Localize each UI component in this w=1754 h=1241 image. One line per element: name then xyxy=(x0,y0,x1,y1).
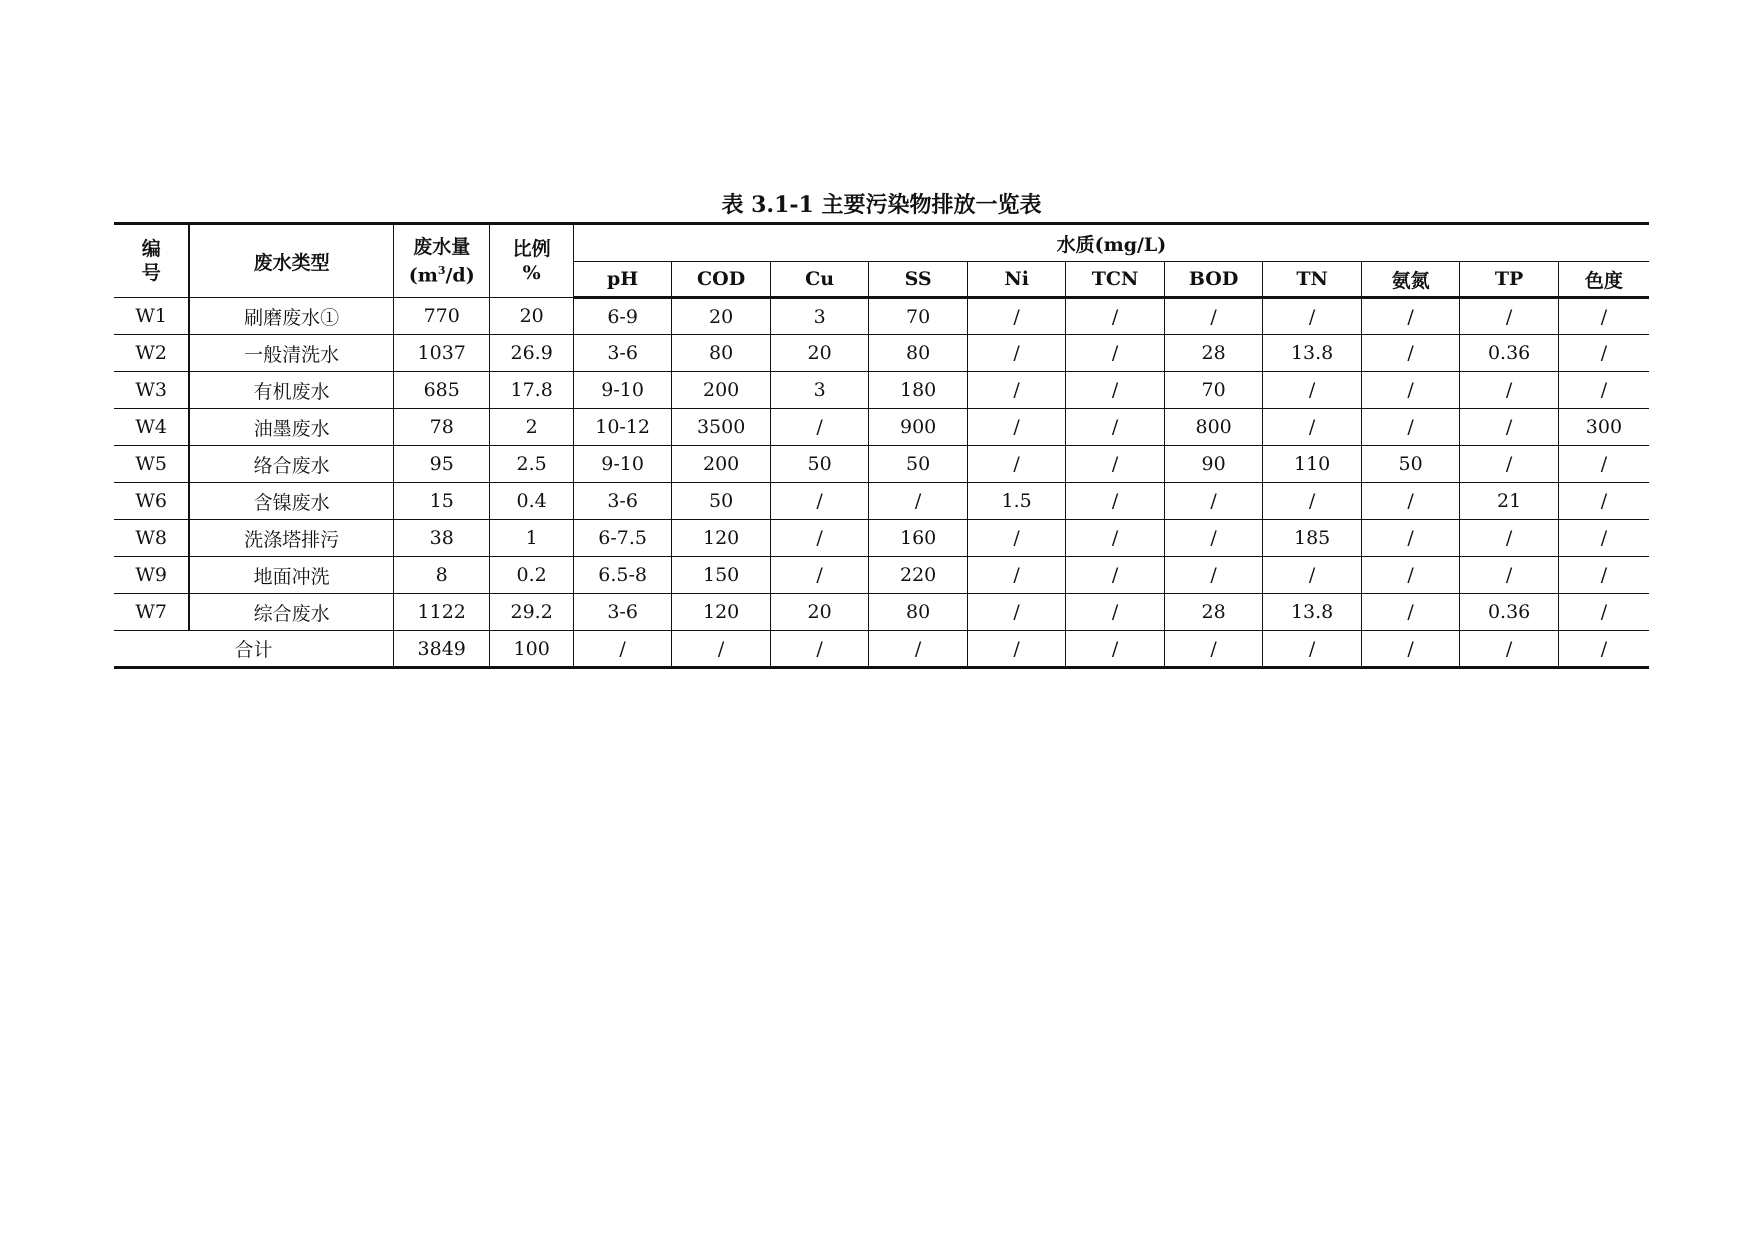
cell-value: / xyxy=(1164,557,1263,594)
cell-ratio: 2 xyxy=(490,409,573,446)
cell-value: / xyxy=(1066,409,1165,446)
cell-value: / xyxy=(1066,483,1165,520)
cell-value: 185 xyxy=(1263,520,1362,557)
cell-value: / xyxy=(1558,483,1649,520)
cell-value: 20 xyxy=(672,298,771,335)
header-volume xyxy=(393,224,490,298)
total-label: 合计 xyxy=(114,631,393,668)
cell-value: / xyxy=(967,409,1066,446)
cell-value: 0.36 xyxy=(1460,335,1559,372)
cell-value: / xyxy=(1263,483,1362,520)
total-value: / xyxy=(1164,631,1263,668)
cell-value: 800 xyxy=(1164,409,1263,446)
cell-wastewater-type: 一般清洗水 xyxy=(189,335,393,372)
total-value: / xyxy=(1263,631,1362,668)
cell-id: W7 xyxy=(114,594,189,631)
cell-wastewater-type: 综合废水 xyxy=(189,594,393,631)
cell-value: / xyxy=(1558,446,1649,483)
cell-volume: 15 xyxy=(393,483,490,520)
header-id xyxy=(114,224,189,298)
cell-value: / xyxy=(869,483,968,520)
cell-value: 120 xyxy=(672,594,771,631)
table-row xyxy=(114,409,1649,446)
cell-volume: 770 xyxy=(393,298,490,335)
cell-value: / xyxy=(967,446,1066,483)
header-row-1 xyxy=(114,224,1649,262)
cell-value: 10-12 xyxy=(573,409,672,446)
cell-wastewater-type: 刷磨废水① xyxy=(189,298,393,335)
header-param: 色度 xyxy=(1558,262,1649,298)
cell-id: W1 xyxy=(114,298,189,335)
cell-id: W6 xyxy=(114,483,189,520)
cell-value: 6-9 xyxy=(573,298,672,335)
cell-value: 21 xyxy=(1460,483,1559,520)
cell-value: 200 xyxy=(672,446,771,483)
cell-value: / xyxy=(1558,335,1649,372)
cell-value: / xyxy=(1460,446,1559,483)
cell-value: / xyxy=(1066,298,1165,335)
cell-value: 20 xyxy=(770,335,869,372)
table-body xyxy=(114,298,1649,668)
cell-value: / xyxy=(1066,446,1165,483)
header-id-line2: 号 xyxy=(141,262,161,284)
cell-value: / xyxy=(1558,520,1649,557)
cell-value: / xyxy=(770,520,869,557)
cell-id: W3 xyxy=(114,372,189,409)
cell-value: 80 xyxy=(869,335,968,372)
total-value: / xyxy=(1361,631,1460,668)
header-param: BOD xyxy=(1164,262,1263,298)
table-row xyxy=(114,446,1649,483)
cell-value: 20 xyxy=(770,594,869,631)
cell-value: / xyxy=(1361,335,1460,372)
total-ratio: 100 xyxy=(490,631,573,668)
cell-value: / xyxy=(967,335,1066,372)
cell-value: / xyxy=(967,594,1066,631)
cell-value: / xyxy=(1066,594,1165,631)
cell-id: W8 xyxy=(114,520,189,557)
cell-value: / xyxy=(1558,372,1649,409)
pollutant-emission-table xyxy=(114,222,1649,669)
cell-value: / xyxy=(1164,298,1263,335)
cell-value: / xyxy=(1460,372,1559,409)
cell-value: / xyxy=(967,557,1066,594)
cell-value: / xyxy=(1066,372,1165,409)
table-row xyxy=(114,483,1649,520)
cell-value: 70 xyxy=(1164,372,1263,409)
cell-value: 80 xyxy=(869,594,968,631)
total-value: / xyxy=(770,631,869,668)
cell-volume: 685 xyxy=(393,372,490,409)
cell-value: / xyxy=(1066,520,1165,557)
cell-value: / xyxy=(1460,409,1559,446)
cell-value: 3 xyxy=(770,298,869,335)
cell-value: / xyxy=(1263,557,1362,594)
header-ratio xyxy=(490,224,573,298)
cell-value: 50 xyxy=(770,446,869,483)
header-wastewater-type: 废水类型 xyxy=(189,224,393,298)
total-value: / xyxy=(672,631,771,668)
total-row xyxy=(114,631,1649,668)
cell-value: 13.8 xyxy=(1263,594,1362,631)
cell-value: / xyxy=(1164,520,1263,557)
cell-value: 120 xyxy=(672,520,771,557)
cell-volume: 38 xyxy=(393,520,490,557)
header-param: TP xyxy=(1460,262,1559,298)
cell-value: 50 xyxy=(672,483,771,520)
header-param: TCN xyxy=(1066,262,1165,298)
cell-value: 50 xyxy=(869,446,968,483)
total-value: / xyxy=(967,631,1066,668)
cell-value: / xyxy=(1361,520,1460,557)
cell-value: 3500 xyxy=(672,409,771,446)
total-volume: 3849 xyxy=(393,631,490,668)
table-row xyxy=(114,520,1649,557)
cell-value: 220 xyxy=(869,557,968,594)
cell-id: W2 xyxy=(114,335,189,372)
cell-ratio: 26.9 xyxy=(490,335,573,372)
cell-wastewater-type: 地面冲洗 xyxy=(189,557,393,594)
cell-ratio: 17.8 xyxy=(490,372,573,409)
cell-value: 28 xyxy=(1164,335,1263,372)
cell-value: 90 xyxy=(1164,446,1263,483)
cell-value: 3-6 xyxy=(573,594,672,631)
cell-value: 160 xyxy=(869,520,968,557)
cell-value: / xyxy=(1361,372,1460,409)
cell-value: / xyxy=(967,298,1066,335)
cell-ratio: 1 xyxy=(490,520,573,557)
cell-ratio: 29.2 xyxy=(490,594,573,631)
cell-value: 0.36 xyxy=(1460,594,1559,631)
cell-value: 6.5-8 xyxy=(573,557,672,594)
cell-value: / xyxy=(1361,594,1460,631)
table-row xyxy=(114,372,1649,409)
cell-value: 13.8 xyxy=(1263,335,1362,372)
cell-wastewater-type: 油墨废水 xyxy=(189,409,393,446)
cell-value: / xyxy=(967,520,1066,557)
header-volume-unit: $(m^3/d)$ xyxy=(408,263,475,287)
cell-value: / xyxy=(1558,594,1649,631)
cell-value: 900 xyxy=(869,409,968,446)
header-param: Cu xyxy=(770,262,869,298)
header-param: pH xyxy=(573,262,672,298)
cell-value: / xyxy=(1460,298,1559,335)
cell-value: 80 xyxy=(672,335,771,372)
cell-value: 300 xyxy=(1558,409,1649,446)
header-param: COD xyxy=(672,262,771,298)
cell-value: 200 xyxy=(672,372,771,409)
cell-value: / xyxy=(1361,298,1460,335)
header-param: 氨氮 xyxy=(1361,262,1460,298)
total-value: / xyxy=(573,631,672,668)
cell-ratio: 2.5 xyxy=(490,446,573,483)
cell-value: / xyxy=(1460,557,1559,594)
cell-value: 70 xyxy=(869,298,968,335)
cell-value: 28 xyxy=(1164,594,1263,631)
header-param: TN xyxy=(1263,262,1362,298)
cell-volume: 95 xyxy=(393,446,490,483)
cell-value: 3-6 xyxy=(573,335,672,372)
header-volume-line1: 废水量 xyxy=(413,235,471,258)
cell-value: 1.5 xyxy=(967,483,1066,520)
cell-volume: 8 xyxy=(393,557,490,594)
table-row xyxy=(114,594,1649,631)
cell-value: / xyxy=(1558,298,1649,335)
header-ratio-line1: 比例 xyxy=(512,238,551,260)
cell-value: 3-6 xyxy=(573,483,672,520)
cell-ratio: 20 xyxy=(490,298,573,335)
cell-value: 6-7.5 xyxy=(573,520,672,557)
total-value: / xyxy=(1460,631,1559,668)
cell-value: / xyxy=(1361,557,1460,594)
total-value: / xyxy=(869,631,968,668)
cell-value: 3 xyxy=(770,372,869,409)
cell-value: / xyxy=(967,372,1066,409)
cell-volume: 1037 xyxy=(393,335,490,372)
total-value: / xyxy=(1558,631,1649,668)
cell-value: / xyxy=(1361,483,1460,520)
cell-wastewater-type: 含镍废水 xyxy=(189,483,393,520)
cell-value: / xyxy=(770,483,869,520)
cell-wastewater-type: 有机废水 xyxy=(189,372,393,409)
cell-wastewater-type: 洗涤塔排污 xyxy=(189,520,393,557)
cell-volume: 78 xyxy=(393,409,490,446)
cell-value: 50 xyxy=(1361,446,1460,483)
cell-value: / xyxy=(770,409,869,446)
table-row xyxy=(114,298,1649,335)
cell-id: W5 xyxy=(114,446,189,483)
cell-value: 9-10 xyxy=(573,446,672,483)
cell-value: 150 xyxy=(672,557,771,594)
cell-value: / xyxy=(1164,483,1263,520)
cell-ratio: 0.4 xyxy=(490,483,573,520)
cell-id: W9 xyxy=(114,557,189,594)
cell-value: / xyxy=(1066,335,1165,372)
cell-value: 180 xyxy=(869,372,968,409)
header-param: Ni xyxy=(967,262,1066,298)
header-ratio-line2: % xyxy=(522,262,541,284)
table-row xyxy=(114,557,1649,594)
cell-volume: 1122 xyxy=(393,594,490,631)
cell-value: / xyxy=(1558,557,1649,594)
cell-value: / xyxy=(1263,409,1362,446)
cell-value: / xyxy=(1066,557,1165,594)
cell-wastewater-type: 络合废水 xyxy=(189,446,393,483)
table-row xyxy=(114,335,1649,372)
cell-value: / xyxy=(1263,298,1362,335)
cell-id: W4 xyxy=(114,409,189,446)
cell-ratio: 0.2 xyxy=(490,557,573,594)
table-caption: 表 3.1-1 主要污染物排放一览表 xyxy=(721,192,1042,218)
cell-value: / xyxy=(1263,372,1362,409)
cell-value: / xyxy=(1361,409,1460,446)
header-water-quality: 水质(mg/L) xyxy=(573,224,1649,262)
cell-value: 110 xyxy=(1263,446,1362,483)
total-value: / xyxy=(1066,631,1165,668)
header-id-line1: 编 xyxy=(141,238,161,260)
cell-value: 9-10 xyxy=(573,372,672,409)
header-param: SS xyxy=(869,262,968,298)
cell-value: / xyxy=(770,557,869,594)
cell-value: / xyxy=(1460,520,1559,557)
